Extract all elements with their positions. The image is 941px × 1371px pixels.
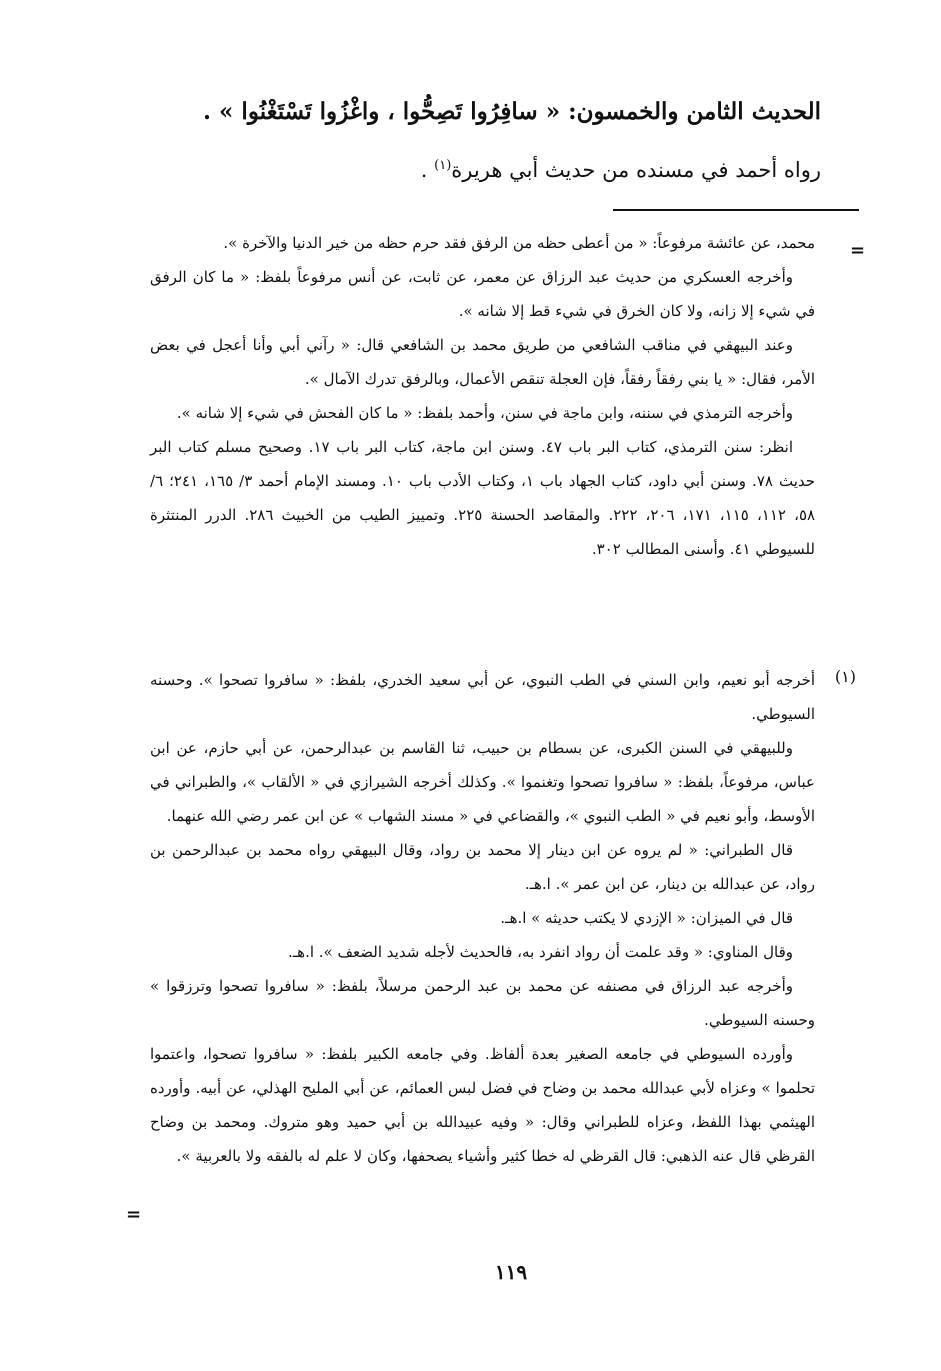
footnote-1 — [150, 663, 815, 1173]
footnote-paragraph: قال في الميزان: « الإزدي لا يكتب حديثه » ا.هـ. — [500, 909, 793, 927]
footnote-paragraph: أخرجه أبو نعيم، وابن السني في الطب النبوي، عن أبي سعيد الخدري، بلفظ: « سافروا تصحوا ». وحسنه السيوطي. — [150, 671, 815, 723]
footnote-paragraph: قال الطبراني: « لم يروه عن ابن دينار إلا محمد بن رواد، وقال البيهقي رواه محمد بن عبدالرحمن بن رواد، عن عبدالله بن دينار، عن ابن عمر ». ا.هـ. — [150, 841, 815, 893]
footnote-paragraph: وأخرجه عبد الرزاق في مصنفه عن محمد بن عبد الرحمن مرسلاً، بلفظ: « سافروا تصحوا وترزقوا » وحسنه السيوطي. — [150, 977, 815, 1029]
hadith-title: الحديث الثامن والخمسون: « سافِرُوا تَصِحُّوا ، واغْزُوا تَسْتَغْنُوا » . — [203, 98, 821, 125]
footnote-paragraph: وأورده السيوطي في جامعه الصغير بعدة ألفاظ. وفي جامعه الكبير بلفظ: « سافروا تصحوا، واعتموا تحلموا » وعزاه لأبي عبدالله محمد بن وضاح في فضل لبس العمائم، عن أبي المليح الهذلي، عن أبيه. وأورده الهيثمي بهذا اللفظ، وعزاه للطبراني وقال: « وفيه عبيدالله بن أبي حميد وهو متروك. ومحمد بن وضاح القرظي قال عنه الذهبي: قال القرظي له خطا كثير وأشياء يصحفها، وكان لا علم له بالفقه ولا بالعربية ». — [150, 1045, 815, 1165]
hadith-source-line — [201, 158, 821, 182]
footnote-paragraph: وعند البيهقي في مناقب الشافعي من طريق محمد بن الشافعي قال: « رآني أبي وأنا أعجل في بعض الأمر، فقال: « يا بني رفقاً رفقاً، فإن العجلة تنقص الأعمال، وبالرفق تدرك الآمال ». — [150, 336, 815, 388]
footnote-paragraph: وأخرجه العسكري من حديث عبد الرزاق عن معمر، عن ثابت، عن أنس مرفوعاً بلفظ: « ما كان الرفق في شيء إلا زانه، ولا كان الخرق في شيء قط إلا شانه ». — [150, 268, 815, 320]
footnote-paragraph: وللبيهقي في السنن الكبرى، عن بسطام بن حبيب، ثنا القاسم بن عبدالرحمن، عن أبي حازم، عن ابن عباس، مرفوعاً، بلفظ: « سافروا تصحوا وتغنموا ». وكذلك أخرجه الشيرازي في « الألقاب »، والطبراني في الأوسط، وأبو نعيم في « الطب النبوي »، والقضاعي في « مسند الشهاب » عن ابن عمر رضي الله عنهما. — [150, 739, 815, 825]
footnote-separator — [613, 209, 859, 211]
page-number: ١١٩ — [494, 1260, 528, 1284]
hadith-source-text: رواه أحمد في مسنده من حديث أبي هريرة — [451, 158, 821, 182]
footnote-reference[interactable]: (١) — [434, 158, 452, 173]
footnote-paragraph: وقال المناوي: « وقد علمت أن رواد انفرد به، فالحديث لأجله شديد الضعف ». ا.هـ. — [288, 943, 793, 961]
continuation-marker-bottom: = — [126, 1204, 142, 1225]
continuation-marker-top: = — [850, 240, 866, 261]
source-line-end: . — [420, 158, 428, 182]
footnote-paragraph: محمد، عن عائشة مرفوعاً: « من أعطى حظه من الرفق فقد حرم حظه من خير الدنيا والآخرة ». — [223, 234, 815, 252]
footnote-number: (١) — [834, 667, 856, 686]
footnote-continuation — [150, 226, 815, 566]
footnote-paragraph: انظر: سنن الترمذي، كتاب البر باب ٤٧. وسنن ابن ماجة، كتاب البر باب ١٧. وصحيح مسلم كتاب البر حديث ٧٨. وسنن أبي داود، كتاب الجهاد باب ١، وكتاب الأدب باب ١٠. ومسند الإمام أحمد ٣/ ١٦٥، ٢٤١؛ ٦/ ٥٨، ١١٢، ١١٥، ١٧١، ٢٠٦، ٢٢٢. والمقاصد الحسنة ٢٢٥. وتمييز الطيب من الخبيث ٢٨٦. الدرر المنتثرة للسيوطي ٤١. وأسنى المطالب ٣٠٢. — [150, 438, 816, 558]
footnote-paragraph: وأخرجه الترمذي في سننه، وابن ماجة في سنن، وأحمد بلفظ: « ما كان الفحش في شيء إلا شانه ». — [176, 404, 793, 422]
